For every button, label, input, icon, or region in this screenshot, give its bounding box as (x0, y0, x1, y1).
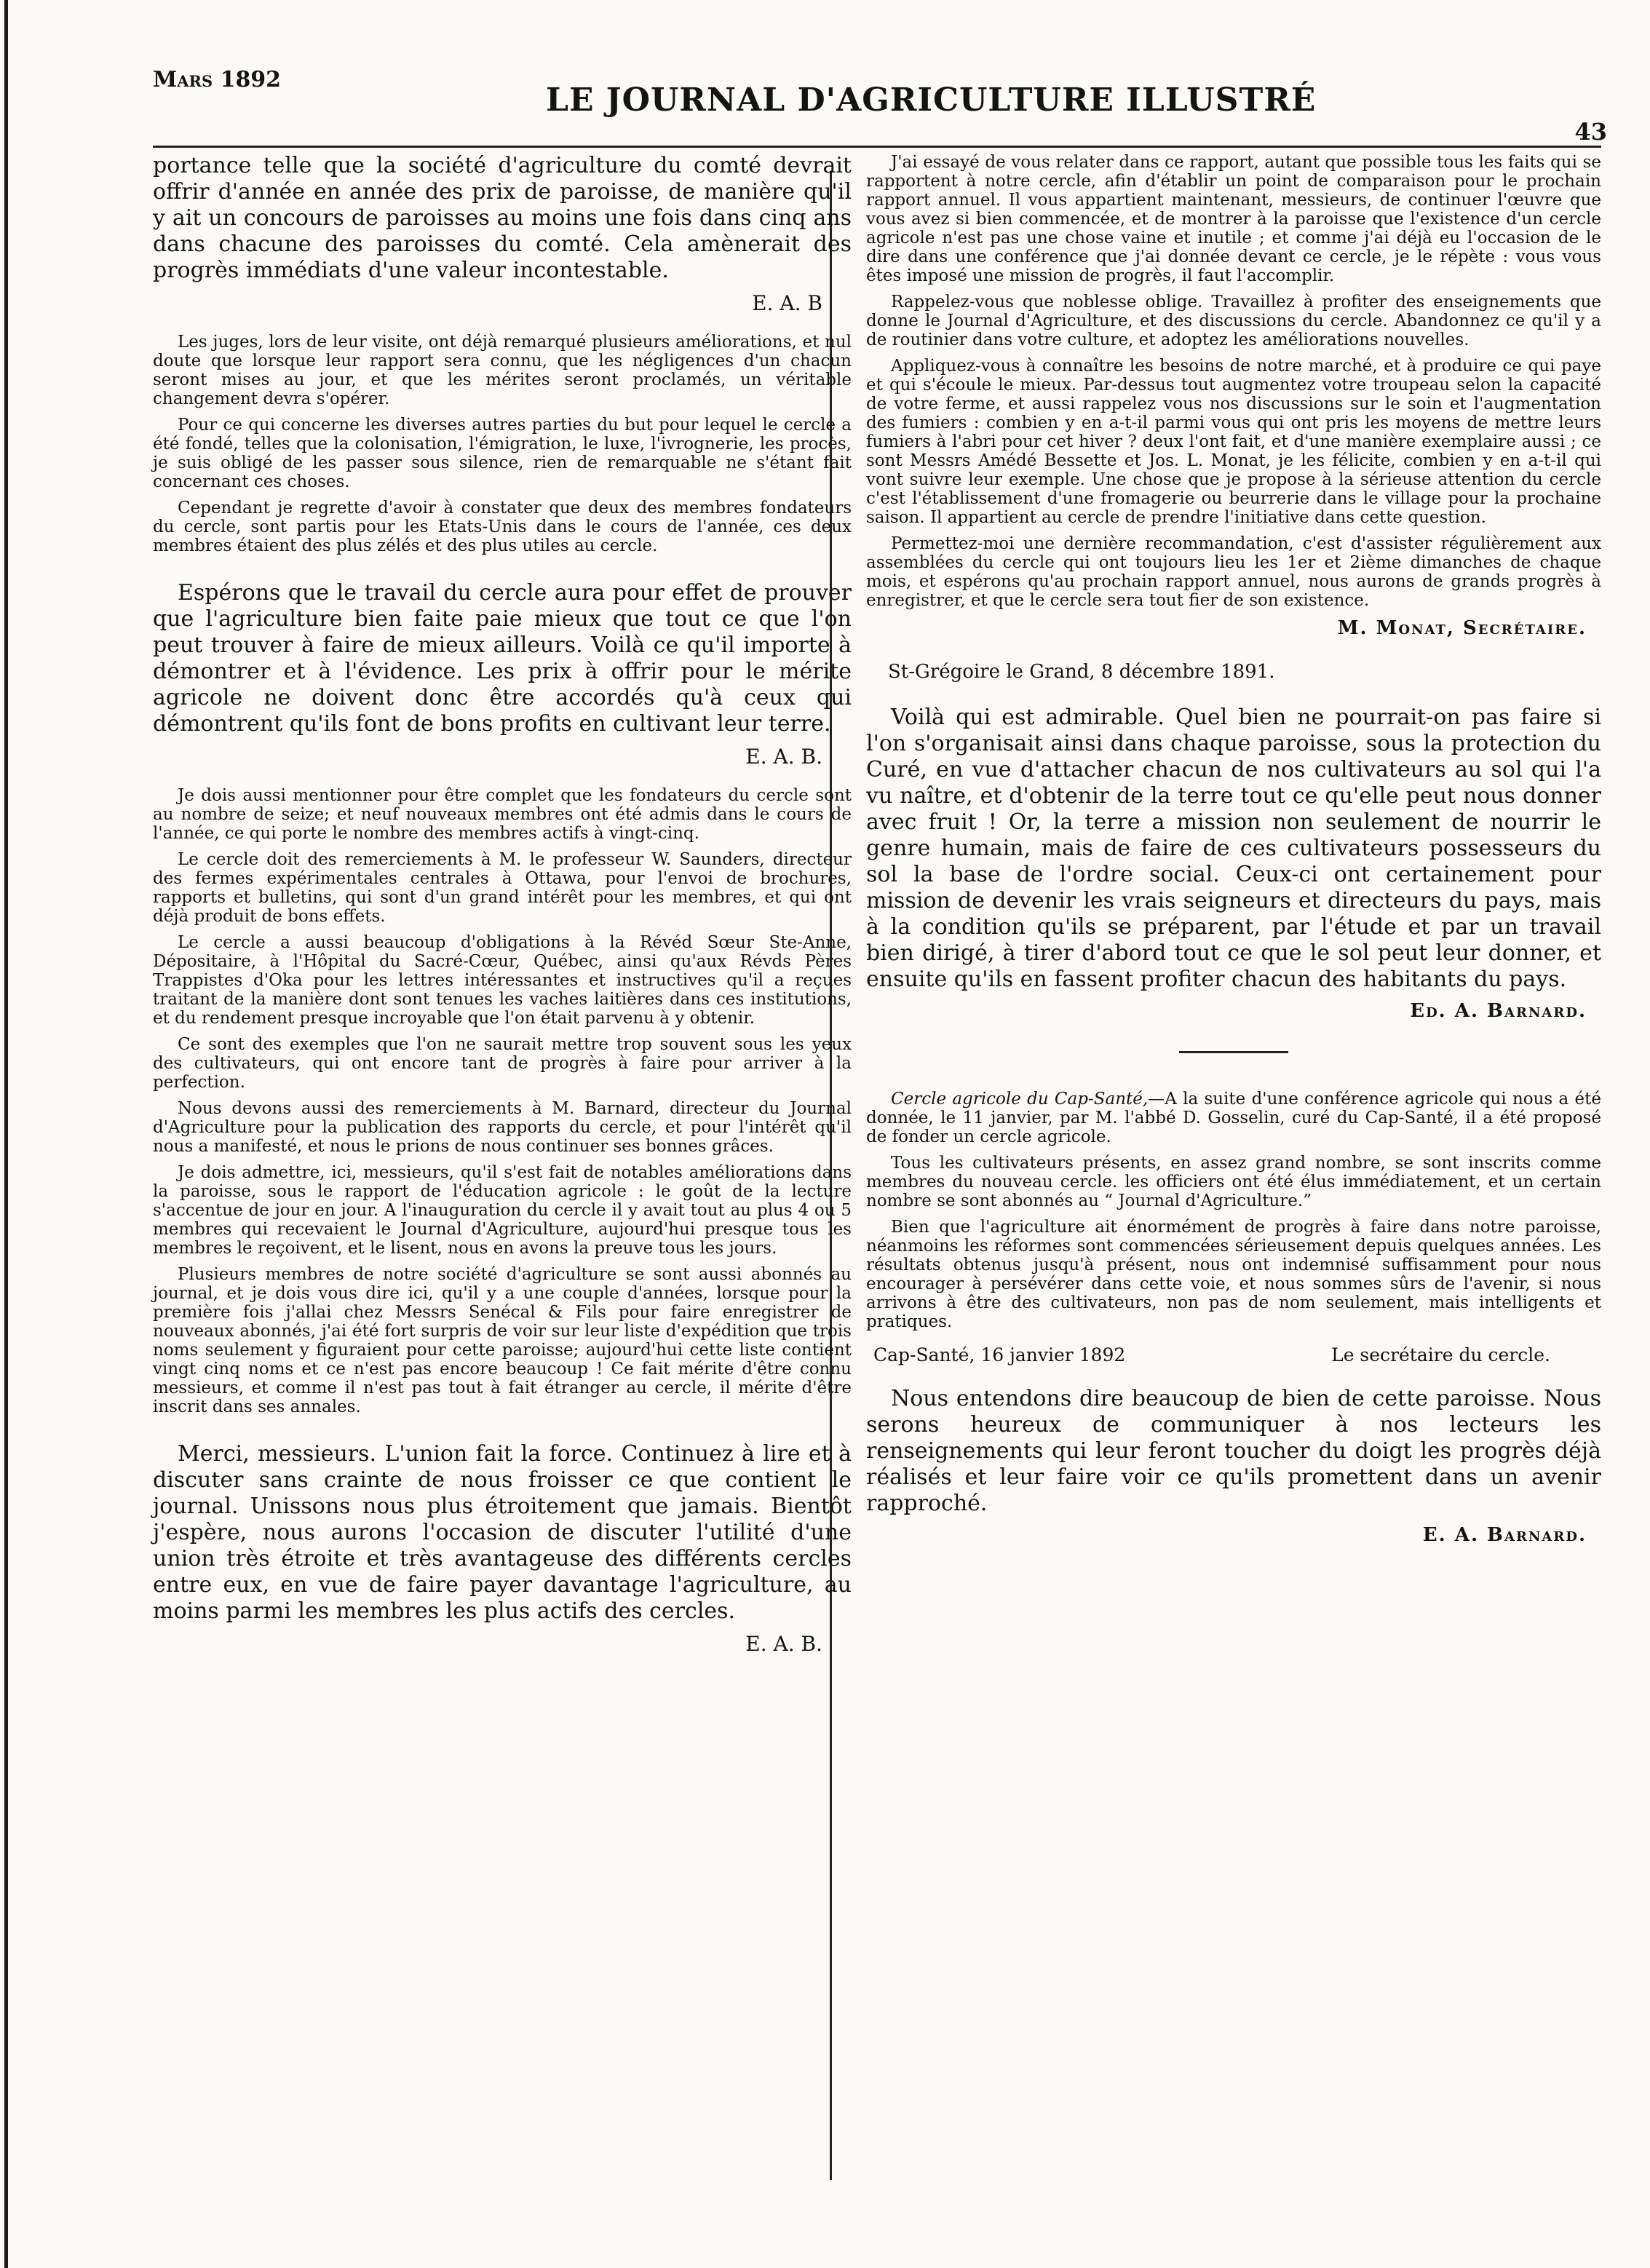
paragraph: Le cercle a aussi beaucoup d'obligations à la Révéd Sœur Ste-Anne, Dépositaire, à l'Hôpital du Sacré-Cœur, Québec, ainsi qu'aux Révds Pères Trappistes d'Oka pour les lettres intéressantes et instructives qu'il a reçues traitant de la manière dont sont tenues les vaches laitières dans ces institutions, et du rendement presque incroyable que l'on était parvenu à y obtenir. (153, 933, 852, 1028)
paragraph: portance telle que la société d'agriculture du comté devrait offrir d'année en année des prix de paroisse, de manière qu'il y ait un concours de paroisses au moins une fois dans cinq ans dans chacune des paroisses du comté. Cela amènerait des progrès immédiats d'une valeur incontestable. (153, 153, 852, 283)
journal-title: LE JOURNAL D'AGRICULTURE ILLUSTRÉ (546, 82, 1317, 119)
header-rule (153, 146, 1601, 148)
paragraph: Voilà qui est admirable. Quel bien ne pourrait-on pas faire si l'on s'organisait ainsi dans chaque paroisse, sous la protection du Curé, en vue d'attacher chacun de nos cultivateurs au sol qui l'a vu naître, et d'obtenir de la terre tout ce qu'elle peut nous donner avec fruit ! Or, la terre a mission non seulement de nourrir le genre humain, mais de faire de ces cultivateurs possesseurs du sol la base de l'ordre social. Ceux-ci ont certainement pour mission de devenir les vrais seigneurs et directeurs du pays, mais à la condition qu'ils se préparent, par l'étude et par un travail bien dirigé, à tirer d'abord tout ce que le sol peut leur donner, et ensuite qu'ils en fassent profiter chacun des habitants du pays. (866, 705, 1601, 992)
paragraph: Tous les cultivateurs présents, en assez grand nombre, se sont inscrits comme membres du nouveau cercle. les officiers ont été élus immédiatement, et un certain nombre se sont abonnés au “ Journal d'Agriculture.” (866, 1154, 1601, 1210)
right-column (866, 153, 1601, 1568)
place-date: St-Grégoire le Grand, 8 décembre 1891. (888, 661, 1275, 683)
section-divider (1179, 1051, 1288, 1053)
paragraph: Merci, messieurs. L'union fait la force. Continuez à lire et à discuter sans crainte de nous froisser ce que contient le journal. Unissons nous plus étroitement que jamais. Bientôt j'espère, nous aurons l'occasion de discuter l'utilité d'une union très étroite et très avantageuse des différents cercles entre eux, en vue de faire payer davantage l'agriculture, au moins parmi les membres les plus actifs des cercles. (153, 1441, 852, 1624)
paragraph: Espérons que le travail du cercle aura pour effet de prouver que l'agriculture bien faite paie mieux que tout ce que l'on peut trouver à faire de mieux ailleurs. Voilà ce qu'il importe à démontrer et à l'évidence. Les prix à offrir pour le mérite agricole ne doivent donc être accordés qu'à ceux qui démontrent qu'ils font de bons profits en cultivant leur terre. (153, 580, 852, 737)
paragraph: Pour ce qui concerne les diverses autres parties du but pour lequel le cercle a été fondé, telles que la colonisation, l'émigration, le luxe, l'ivrognerie, les procès, je suis obligé de les passer sous silence, rien de remarquable ne s'étant fait concernant ces choses. (153, 416, 852, 491)
page-header (153, 61, 1607, 146)
signature: M. Monat, Secrétaire. (1337, 617, 1587, 639)
paragraph: Plusieurs membres de notre société d'agriculture se sont aussi abonnés au journal, et je dois vous dire ici, qu'il y a une couple d'années, lorsque pour la première fois j'allai chez Messrs Senécal & Fils pour faire enregistrer de nouveaux abonnés, j'ai été fort surpris de voir sur leur liste d'expédition que trois noms seulement y figuraient pour cette paroisse; aujourd'hui cette liste contient vingt cinq noms et ce n'est pas encore beaucoup ! Ce fait mérite d'être connu messieurs, et comme il n'est pas tout à fait étranger au cercle, il mérite d'être inscrit dans ses annales. (153, 1265, 852, 1416)
place-date: Cap-Santé, 16 janvier 1892 (873, 1344, 1126, 1365)
page-number: 43 (1574, 118, 1607, 146)
paragraph: Bien que l'agriculture ait énormément de progrès à faire dans notre paroisse, néanmoins les réformes sont commencées sérieusement depuis quelques années. Les résultats obtenus jusqu'à présent, nous ont indemnisé suffisamment pour nous encourager à persévérer dans cette voie, et nous sommes sûrs de l'avenir, si nous arrivons à être des cultivateurs, non pas de nom seulement, mais intelligents et pratiques. (866, 1218, 1601, 1331)
paragraph: J'ai essayé de vous relater dans ce rapport, autant que possible tous les faits qui se rapportent à notre cercle, afin d'établir un point de comparaison pour le prochain rapport annuel. Il vous appartient maintenant, messieurs, de continuer l'œuvre que vous avez si bien commencée, et de montrer à la paroisse que l'existence d'un cercle agricole n'est pas une chose vaine et inutile ; et comme j'ai déjà eu l'occasion de le dire dans une conférence que j'ai donnée devant ce cercle, je le répète : vous vous êtes imposé une mission de progrès, il faut l'accomplir. (866, 153, 1601, 285)
paragraph: Appliquez-vous à connaître les besoins de notre marché, et à produire ce qui paye et qui s'écoule le mieux. Par-dessus tout augmentez votre troupeau selon la capacité de votre ferme, et aussi rappelez vous nos discussions sur le soin et l'augmentation des fumiers : combien y en a-t-il parmi vous qui ont pris les moyens de mettre leurs fumiers à l'abri pour cet hiver ? deux l'ont fait, et d'une manière exemplaire aussi ; ce sont Messrs Amédé Bessette et Jos. L. Monat, je les félicite, combien y en a-t-il qui vont suivre leur exemple. Une chose que je propose à la sérieuse attention du cercle c'est l'établissement d'une fromagerie ou beurrerie dans le village pour la prochaine saison. Il appartient au cercle de prendre l'initiative dans cette question. (866, 357, 1601, 527)
signature: E. A. B. (745, 745, 822, 769)
signature: E. A. B (752, 291, 822, 315)
paragraph: Permettez-moi une dernière recommandation, c'est d'assister régulièrement aux assemblées du cercle qui ont toujours lieu les 1er et 2ième dimanches de chaque mois, et espérons qu'au prochain rapport annuel, nous aurons de grands progrès à enregistrer, et que le cercle sera tout fier de son existence. (866, 534, 1601, 610)
signature: E. A. B. (745, 1632, 822, 1656)
paragraph: Nous devons aussi des remerciements à M. Barnard, directeur du Journal d'Agriculture pour la publication des rapports du cercle, et pour l'intérêt qu'il nous a manifesté, et nous le prions de nous continuer ses bonnes grâces. (153, 1099, 852, 1156)
issue-date: Mars 1892 (153, 67, 282, 92)
paragraph-text: —A la suite d'une conférence agricole qui nous a été donnée, le 11 janvier, par M. l'abbé D. Gosselin, curé du Cap-Santé, il a été proposé de fonder un cercle agricole. (866, 1090, 1601, 1146)
paragraph: Le cercle doit des remerciements à M. le professeur W. Saunders, directeur des fermes expérimentales centrales à Ottawa, pour l'envoi de brochures, rapports et bulletins, qui sont d'un grand intérêt pour les membres, et qui ont déjà produit de bons effets. (153, 850, 852, 926)
paragraph: Ce sont des exemples que l'on ne saurait mettre trop souvent sous les yeux des cultivateurs, qui ont encore tant de progrès à faire pour arriver à la perfection. (153, 1035, 852, 1092)
paragraph: Je dois aussi mentionner pour être complet que les fondateurs du cercle sont au nombre de seize; et neuf nouveaux membres ont été admis dans le cours de l'année, ce qui porte le nombre des membres actifs à vingt-cinq. (153, 786, 852, 843)
signature: Le secrétaire du cercle. (1331, 1344, 1550, 1365)
paragraph: Je dois admettre, ici, messieurs, qu'il s'est fait de notables améliorations dans la paroisse, sous le rapport de l'éducation agricole : le goût de la lecture s'accentue de jour en jour. A l'inauguration du cercle il y avait tout au plus 4 ou 5 membres qui recevaient le Journal d'Agriculture, aujourd'hui presque tous les membres le reçoivent, et le lisent, nous en avons la preuve tous les jours. (153, 1163, 852, 1258)
section-heading: Cercle agricole du Cap-Santé, (891, 1090, 1149, 1109)
paragraph: Cependant je regrette d'avoir à constater que deux des membres fondateurs du cercle, sont partis pour les Etats-Unis dans le cours de l'année, ces deux membres étaient des plus zélés et des plus utiles au cercle. (153, 499, 852, 555)
paragraph (866, 1090, 1601, 1146)
left-column (153, 153, 852, 1673)
signature: E. A. Barnard. (1422, 1524, 1587, 1546)
paragraph: Rappelez-vous que noblesse oblige. Travaillez à profiter des enseignements que donne le Journal d'Agriculture, et des discussions du cercle. Abandonnez ce qu'il y a de routinier dans votre culture, et adoptez les améliorations nouvelles. (866, 293, 1601, 349)
paragraph: Les juges, lors de leur visite, ont déjà remarqué plusieurs améliorations, et nul doute que lorsque leur rapport sera connu, que les négligences d'un chacun seront mises au jour, et que les mérites seront proclamés, un véritable changement devra s'opérer. (153, 333, 852, 408)
signature: Ed. A. Barnard. (1410, 1000, 1587, 1022)
paragraph: Nous entendons dire beaucoup de bien de cette paroisse. Nous serons heureux de communiquer à nos lecteurs les renseignements qui leur feront toucher du doigt les progrès déjà réalisés et leur faire voir ce qu'ils promettent dans un avenir rapproché. (866, 1386, 1601, 1516)
page-edge-shadow (4, 0, 8, 2268)
place-date-row (873, 1344, 1550, 1365)
